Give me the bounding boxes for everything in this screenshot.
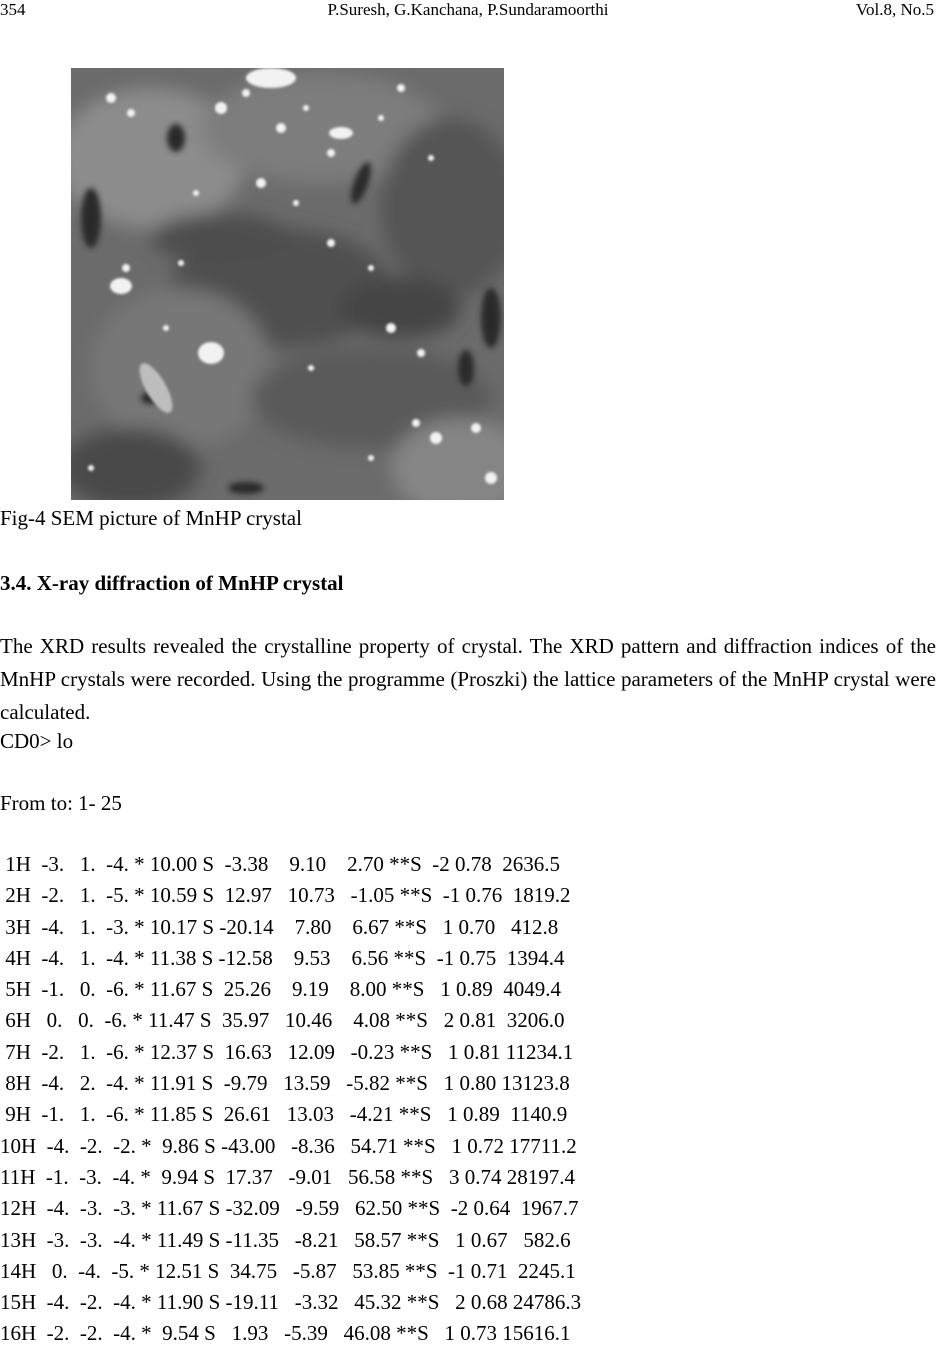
table-row: 5H -1. 0. -6. * 11.67 S 25.26 9.19 8.00 **S 1 0.89 4049.4 — [0, 977, 561, 1002]
table-row: 7H -2. 1. -6. * 12.37 S 16.63 12.09 -0.23 **S 1 0.81 11234.1 — [0, 1039, 574, 1064]
table-row: 16H -2. -2. -4. * 9.54 S 1.93 -5.39 46.08 **S 1 0.73 15616.1 — [0, 1321, 571, 1346]
table-row: 6H 0. 0. -6. * 11.47 S 35.97 10.46 4.08 **S 2 0.81 3206.0 — [0, 1008, 565, 1033]
table-row: 4H -4. 1. -4. * 11.38 S -12.58 9.53 6.56 **S -1 0.75 1394.4 — [0, 945, 565, 970]
header-authors: P.Suresh, G.Kanchana, P.Sundaramoorthi — [327, 0, 609, 19]
reflection-table — [0, 849, 581, 1350]
table-row: 12H -4. -3. -3. * 11.67 S -32.09 -9.59 62.50 **S -2 0.64 1967.7 — [0, 1196, 579, 1221]
range-line: From to: 1- 25 — [0, 791, 122, 815]
table-row: 11H -1. -3. -4. * 9.94 S 17.37 -9.01 56.58 **S 3 0.74 28197.4 — [0, 1164, 575, 1189]
table-row: 3H -4. 1. -3. * 10.17 S -20.14 7.80 6.67 **S 1 0.70 412.8 — [0, 914, 559, 939]
table-row: 9H -1. 1. -6. * 11.85 S 26.61 13.03 -4.21 **S 1 0.89 1140.9 — [0, 1102, 568, 1127]
table-row: 14H 0. -4. -5. * 12.51 S 34.75 -5.87 53.85 **S -1 0.71 2245.1 — [0, 1258, 576, 1283]
sem-micrograph — [71, 68, 504, 500]
body-paragraph: The XRD results revealed the crystalline property of crystal. The XRD pattern and diffraction indices of the MnHP crystals were recorded. Using the programme (Proszki) the lattice parameters of the MnHP crystal were calculated. — [0, 634, 936, 724]
table-row: 13H -3. -3. -4. * 11.49 S -11.35 -8.21 58.57 **S 1 0.67 582.6 — [0, 1227, 571, 1252]
table-row: 2H -2. 1. -5. * 10.59 S 12.97 10.73 -1.05 **S -1 0.76 1819.2 — [0, 883, 571, 908]
header-volume: Vol.8, No.5 — [855, 0, 934, 19]
page-number: 354 — [0, 0, 26, 19]
page-header — [0, 0, 936, 22]
table-row: 8H -4. 2. -4. * 11.91 S -9.79 13.59 -5.82 **S 1 0.80 13123.8 — [0, 1071, 570, 1096]
table-row: 10H -4. -2. -2. * 9.86 S -43.00 -8.36 54.71 **S 1 0.72 17711.2 — [0, 1133, 577, 1158]
program-prompt: CD0> lo — [0, 729, 74, 753]
table-row: 1H -3. 1. -4. * 10.00 S -3.38 9.10 2.70 **S -2 0.78 2636.5 — [0, 852, 560, 876]
figure-caption: Fig-4 SEM picture of MnHP crystal — [0, 506, 302, 530]
table-row: 15H -4. -2. -4. * 11.90 S -19.11 -3.32 45.32 **S 2 0.68 24786.3 — [0, 1290, 582, 1315]
section-heading: 3.4. X-ray diffraction of MnHP crystal — [0, 571, 344, 595]
sem-image — [71, 68, 504, 500]
